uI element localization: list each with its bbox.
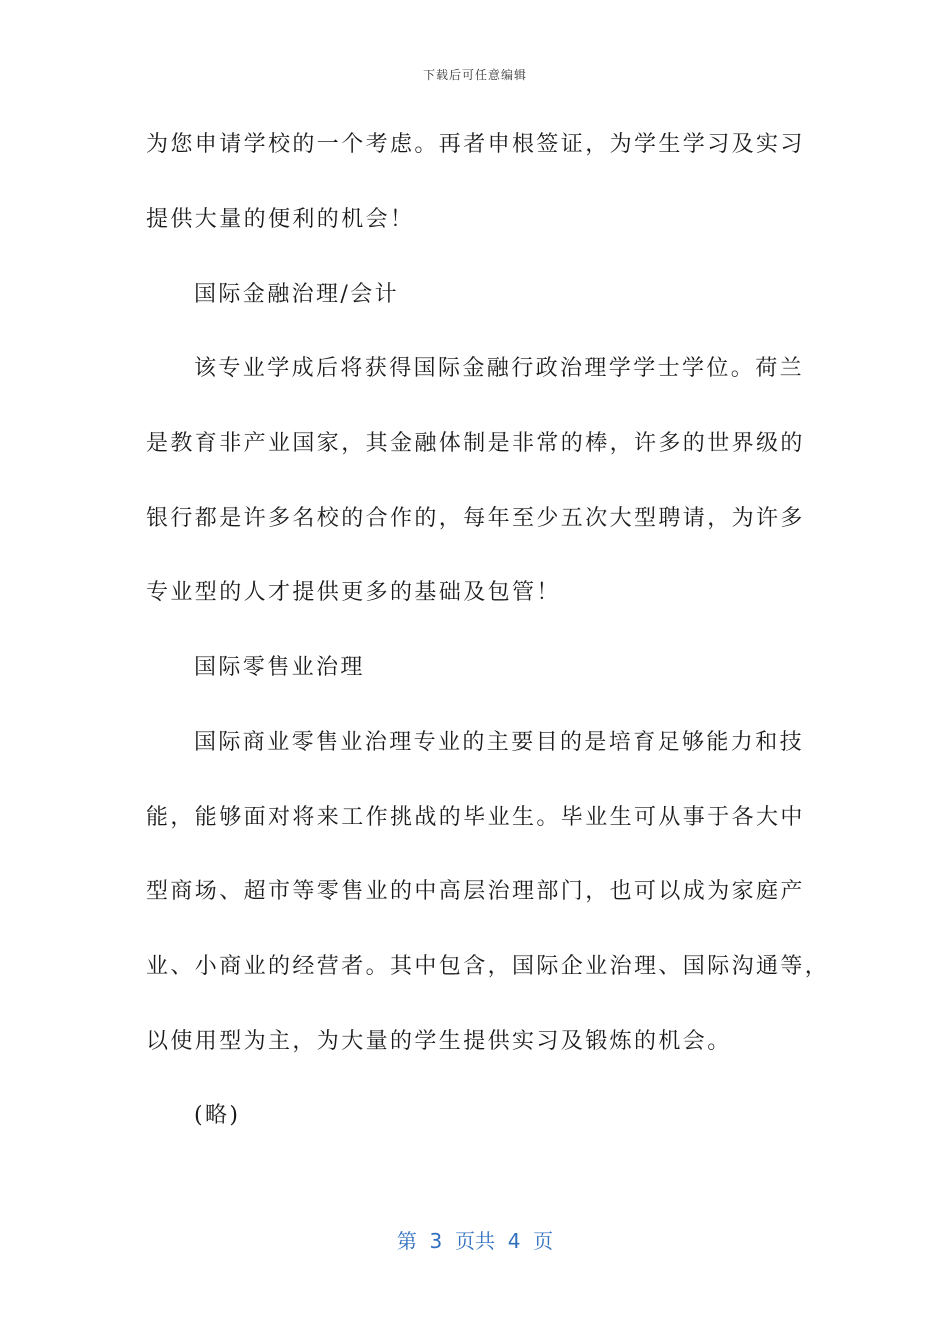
- body-line: 是教育非产业国家，其金融体制是非常的棒，许多的世界级的: [146, 431, 805, 456]
- body-line: 以使用型为主，为大量的学生提供实习及锻炼的机会。: [146, 1029, 732, 1054]
- body-line: (略): [194, 1103, 241, 1128]
- body-line: 业、小商业的经营者。其中包含，国际企业治理、国际沟通等，: [146, 954, 830, 979]
- page-number-footer: 第 3 页共 4 页: [396, 1229, 554, 1253]
- body-line: 银行都是许多名校的合作的，每年至少五次大型聘请，为许多: [146, 506, 805, 531]
- body-line: 型商场、超市等零售业的中高层治理部门，也可以成为家庭产: [146, 879, 805, 904]
- body-line: 专业型的人才提供更多的基础及包管！: [146, 580, 561, 605]
- body-line: 国际商业零售业治理专业的主要目的是培育足够能力和技: [194, 730, 805, 755]
- section-heading: 国际金融治理/会计: [194, 282, 400, 307]
- page-header: 下载后可任意编辑: [422, 68, 527, 82]
- body-line: 能，能够面对将来工作挑战的毕业生。毕业生可从事于各大中: [146, 805, 805, 830]
- section-heading: 国际零售业治理: [194, 655, 365, 680]
- body-line: 为您申请学校的一个考虑。再者申根签证，为学生学习及实习: [146, 132, 805, 157]
- body-line: 提供大量的便利的机会！: [146, 207, 415, 232]
- body-line: 该专业学成后将获得国际金融行政治理学学士学位。荷兰: [194, 356, 805, 381]
